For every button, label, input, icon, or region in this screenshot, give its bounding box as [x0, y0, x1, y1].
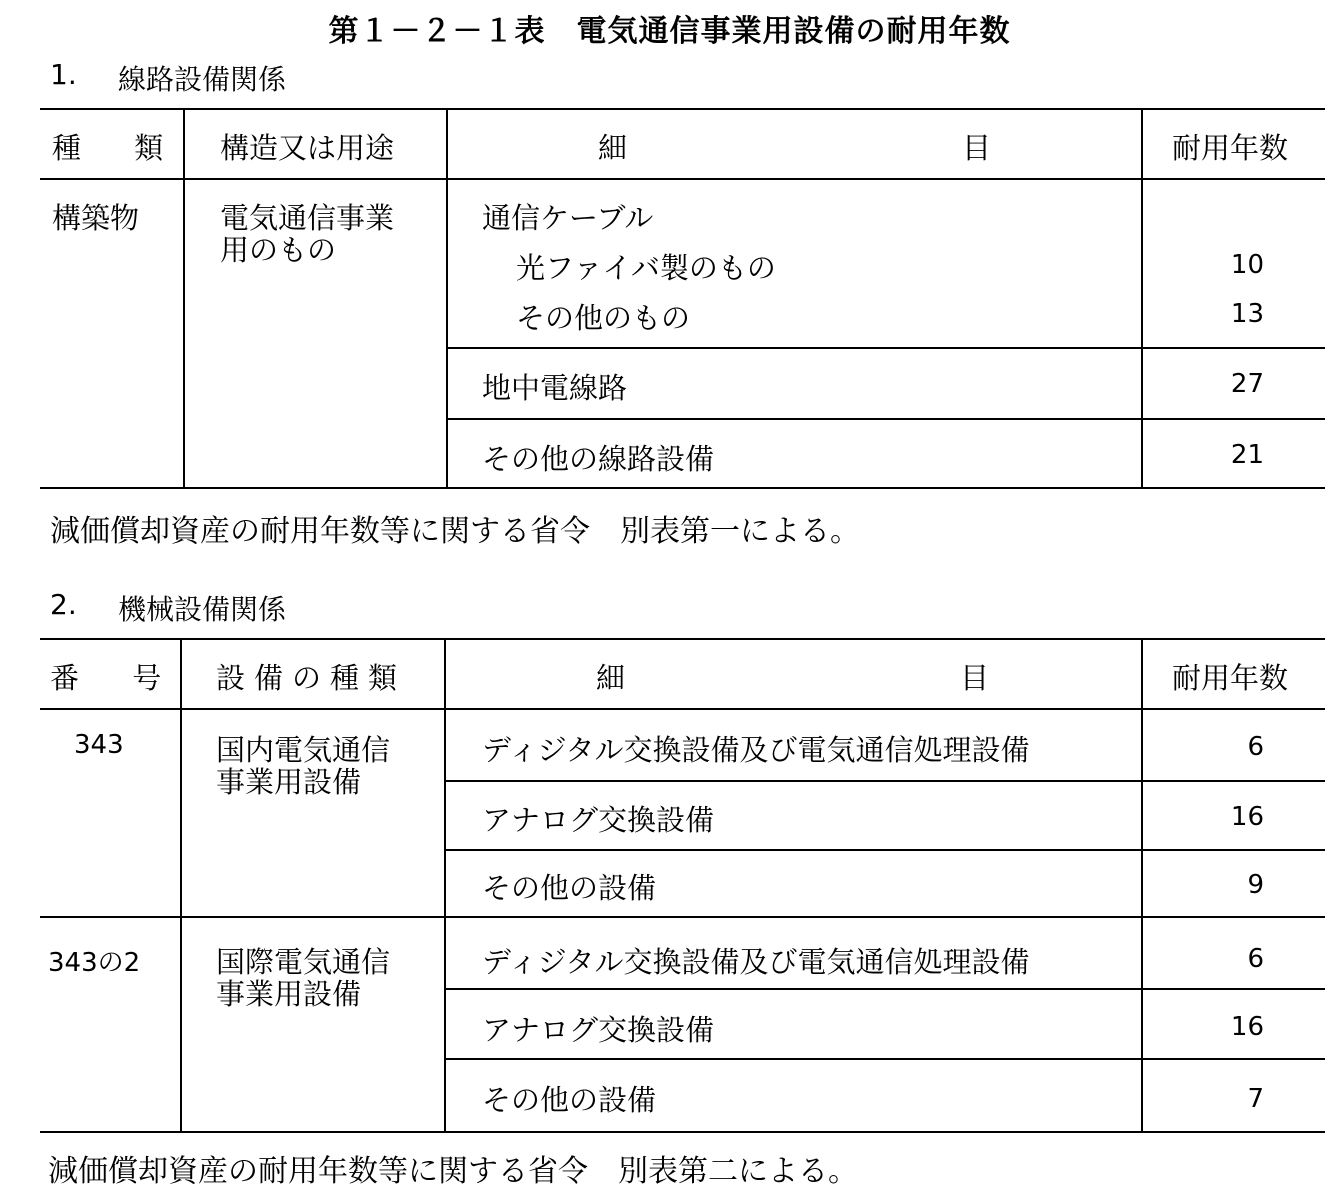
table2-years: 16 [1230, 802, 1264, 832]
table1-item: 光ファイバ製のもの [516, 251, 776, 285]
section1-heading: 線路設備関係 [118, 63, 287, 96]
table2-row-rule [446, 1058, 1325, 1060]
table2-kind-line1: 国際電気通信 [216, 945, 391, 979]
table2-col-rule [444, 640, 446, 1131]
table2-group-rule [40, 916, 1325, 918]
table2-col-rule [180, 640, 182, 1131]
section2-heading-number: 2. [50, 588, 77, 621]
table2-row-rule [446, 988, 1325, 990]
table1-bottom-rule [40, 487, 1325, 489]
table2-years: 6 [1247, 944, 1264, 974]
table2-bottom-rule [40, 1131, 1325, 1133]
table2-row-rule [446, 780, 1325, 782]
table2-col-rule [1141, 640, 1143, 1131]
section1-note: 減価償却資産の耐用年数等に関する省令 別表第一による。 [50, 514, 860, 549]
table2-item: アナログ交換設備 [482, 803, 715, 837]
table1-header-detail-b: 目 [962, 131, 992, 165]
table2-item: その他の設備 [482, 1083, 657, 1117]
table2-top-rule [40, 638, 1325, 640]
table1-header-detail-a: 細 [598, 131, 628, 165]
section2-heading: 機械設備関係 [118, 593, 287, 626]
table2-header-kind: 設備の種類 [216, 661, 407, 695]
table1-item: その他のもの [516, 301, 691, 335]
table1-item: 通信ケーブル [482, 201, 654, 235]
table2-header-years: 耐用年数 [1172, 661, 1289, 695]
table2-header-detail-a: 細 [596, 661, 626, 695]
table1-years: 13 [1230, 299, 1264, 329]
table1-years: 10 [1230, 250, 1264, 280]
table2-kind-line2: 事業用設備 [216, 765, 362, 799]
table2-kind-line2: 事業用設備 [216, 977, 362, 1011]
table1-col-rule [446, 110, 448, 487]
table1-row-rule [448, 347, 1325, 349]
table1-item: 地中電線路 [482, 371, 628, 405]
table2-item: アナログ交換設備 [482, 1013, 715, 1047]
section2-note: 減価償却資産の耐用年数等に関する省令 別表第二による。 [48, 1154, 858, 1189]
table1-years: 27 [1230, 369, 1264, 399]
table1-use-line2: 用のもの [220, 233, 337, 267]
table2-item: ディジタル交換設備及び電気通信処理設備 [482, 945, 1030, 979]
table2-number: 343の2 [48, 948, 141, 978]
table2-years: 7 [1247, 1084, 1264, 1114]
page-title: 第１－２－１表 電気通信事業用設備の耐用年数 [328, 14, 1011, 49]
table2-years: 9 [1247, 870, 1264, 900]
table1-header-type: 種 類 [52, 131, 186, 165]
table1-row-rule [448, 418, 1325, 420]
table1-use-line1: 電気通信事業 [220, 201, 395, 235]
table2-years: 16 [1230, 1012, 1264, 1042]
table2-item: ディジタル交換設備及び電気通信処理設備 [482, 733, 1030, 767]
table1-header-rule [40, 178, 1325, 180]
section1-heading-number: 1. [50, 58, 77, 91]
table2-header-detail-b: 目 [960, 661, 990, 695]
table1-type: 構築物 [52, 201, 140, 235]
table1-top-rule [40, 108, 1325, 110]
table2-item: その他の設備 [482, 871, 657, 905]
table1-years: 21 [1230, 440, 1264, 470]
table2-row-rule [446, 849, 1325, 851]
table1-item: その他の線路設備 [482, 442, 715, 476]
table1-header-years: 耐用年数 [1172, 131, 1289, 165]
table2-number: 343 [74, 730, 124, 760]
table1-col-rule [1141, 110, 1143, 487]
table2-years: 6 [1247, 732, 1264, 762]
table2-header-number: 番 号 [50, 661, 184, 695]
table1-header-use: 構造又は用途 [220, 131, 395, 165]
table2-header-rule [40, 708, 1325, 710]
table2-kind-line1: 国内電気通信 [216, 733, 391, 767]
